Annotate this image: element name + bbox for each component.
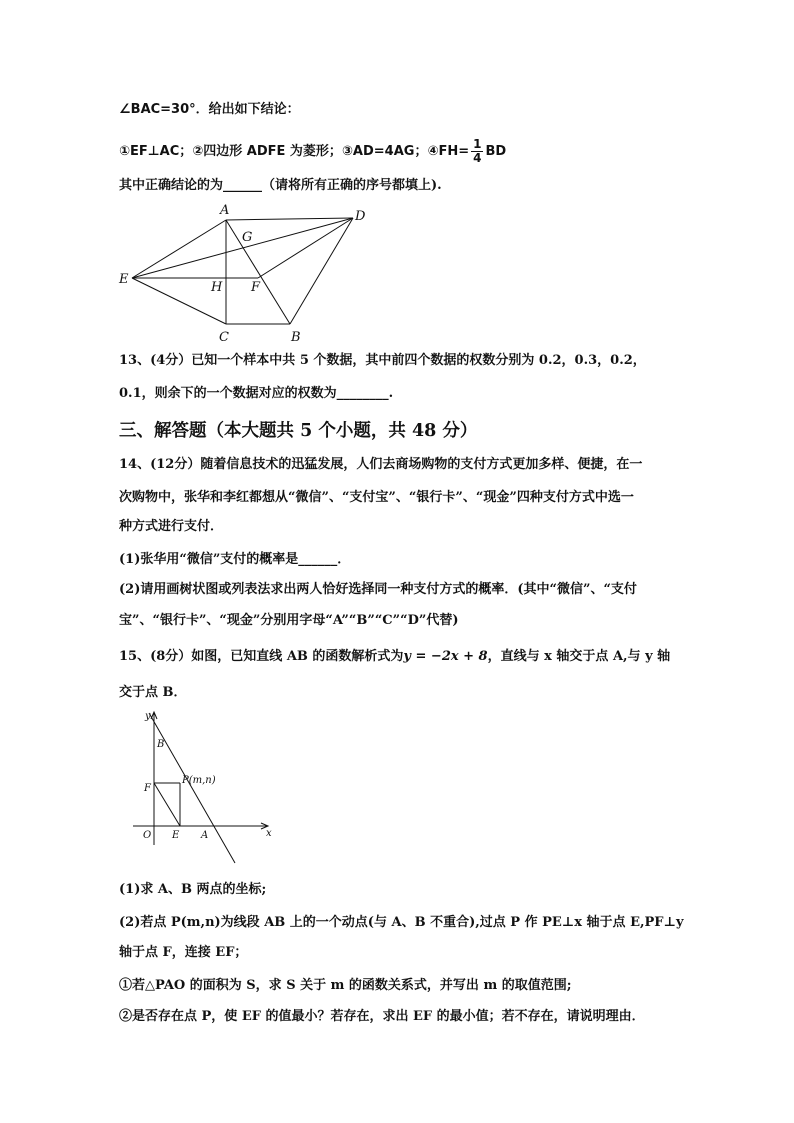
q12-line3: 其中正确结论的为______（请将所有正确的序号都填上). xyxy=(119,178,442,193)
label-B: B xyxy=(291,330,301,345)
seg-ED xyxy=(132,218,353,278)
q12-figure xyxy=(110,200,380,350)
q12-conclusions xyxy=(119,138,506,165)
q15-sub2-ii: ②是否存在点 P，使 EF 的值最小？若存在，求出 EF 的最小值；若不存在，请说明理由． xyxy=(119,1009,645,1024)
label-x: x xyxy=(266,828,272,839)
label-G: G xyxy=(242,230,253,245)
label-P: P(m,n) xyxy=(182,775,216,786)
q13-line1: 13、(4分）已知一个样本中共 5 个数据，其中前四个数据的权数分别为 0.2，0.3，0.2， xyxy=(119,353,646,368)
q15-formula: y = −2x + 8 xyxy=(403,649,488,664)
seg-AD xyxy=(226,218,353,220)
q15-line1-a: 15、(8分）如图，已知直线 AB 的函数解析式为 xyxy=(119,649,404,664)
q12-frac-num: 1 xyxy=(473,137,482,151)
q15-sub2-line2: 轴于点 F，连接 EF； xyxy=(119,945,248,960)
label-F: F xyxy=(251,280,261,295)
label-E: E xyxy=(119,272,129,287)
q12-frac-den: 4 xyxy=(473,151,482,165)
q12-conclusions-text: ①EF⊥AC；②四边形 ADFE 为菱形；③AD=4AG；④FH= xyxy=(119,144,470,159)
q15-sub2-i: ①若△PAO 的面积为 S，求 S 关于 m 的函数关系式，并写出 m 的取值范围; xyxy=(119,978,572,993)
q12-fraction xyxy=(471,138,483,165)
q14-line1: 14、(12分）随着信息技术的迅猛发展，人们去商场购物的支付方式更加多样、便捷，在一 xyxy=(119,457,643,472)
q12-conclusions-tail: BD xyxy=(485,144,507,159)
label-A: A xyxy=(220,203,230,218)
label-y: y xyxy=(145,711,151,722)
label-B: B xyxy=(157,739,165,750)
seg-DB xyxy=(290,218,353,324)
q14-sub1: (1)张华用“微信”支付的概率是______． xyxy=(119,552,351,567)
q14-line2: 次购物中，张华和李红都想从“微信”、“支付宝”、“银行卡”、“现金”四种支付方式中选一 xyxy=(119,490,634,505)
q15-sub1: (1)求 A、B 两点的坐标; xyxy=(119,882,267,897)
label-O: O xyxy=(143,830,152,841)
seg-AE xyxy=(132,220,226,278)
label-C: C xyxy=(219,330,229,345)
q14-line3: 种方式进行支付． xyxy=(119,519,224,534)
label-A: A xyxy=(201,830,209,841)
label-D: D xyxy=(355,209,366,224)
q14-sub2-line2: 宝”、“银行卡”、“现金”分别用字母“A”“B”“C”“D”代替) xyxy=(119,613,459,628)
q15-figure xyxy=(125,705,285,875)
seg-FD xyxy=(258,218,353,278)
label-F: F xyxy=(144,783,151,794)
q15-line1 xyxy=(119,647,670,667)
q15-line1-b: ，直线与 x 轴交于点 A,与 y 轴 xyxy=(487,649,671,664)
seg-AB xyxy=(226,220,290,324)
q15-sub2-line1: (2)若点 P(m,n)为线段 AB 上的一个动点(与 A、B 不重合),过点 P 作 PE⊥x 轴于点 E,PF⊥y xyxy=(119,915,684,930)
label-E: E xyxy=(172,830,180,841)
q13-line2: 0.1，则余下的一个数据对应的权数为________. xyxy=(119,386,394,401)
label-H: H xyxy=(211,280,223,295)
section3-heading: 三、解答题（本大题共 5 个小题，共 48 分） xyxy=(119,421,478,441)
q14-sub2-line1: (2)请用画树状图或列表法求出两人恰好选择同一种支付方式的概率．(其中“微信”、“支付 xyxy=(119,582,637,597)
q15-line2: 交于点 B． xyxy=(119,685,187,700)
seg-EF xyxy=(154,783,180,826)
q12-line1: ∠BAC=30°．给出如下结论： xyxy=(119,102,300,117)
line-AB xyxy=(149,713,235,863)
